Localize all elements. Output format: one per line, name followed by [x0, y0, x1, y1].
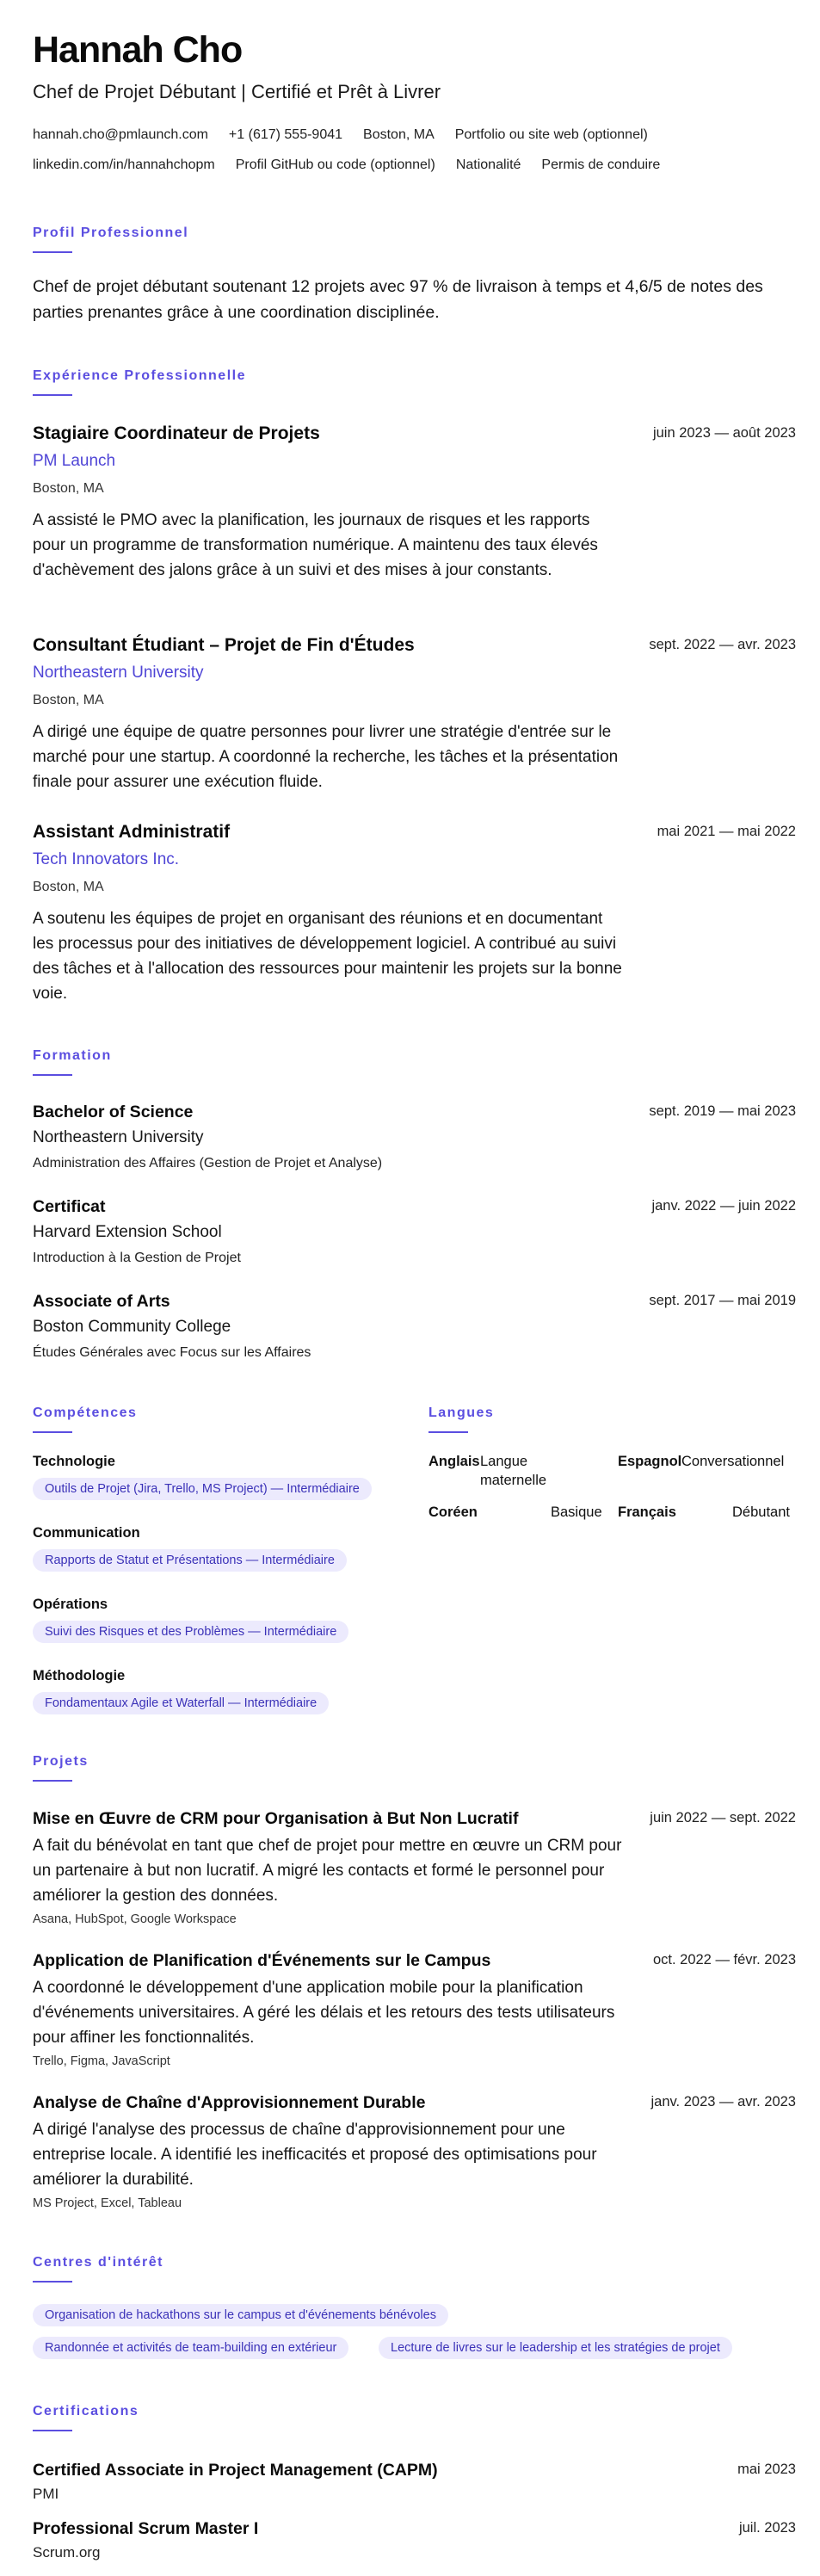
project-description: A dirigé l'analyse des processus de chaîne d'approvisionnement pour une entreprise locale. A identifié les inefficacités et proposé des optimisations pour améliorer la durabilité.: [33, 2121, 597, 2189]
section-title-education: Formation: [33, 1048, 112, 1063]
project-dates: juin 2022 — sept. 2022: [650, 1810, 796, 1825]
experience-role: Stagiaire Coordinateur de Projets: [33, 423, 320, 443]
location-text: Boston, MA: [363, 127, 435, 142]
email-link[interactable]: hannah.cho@pmlaunch.com: [33, 127, 208, 142]
section-rule: [33, 1074, 72, 1076]
section-rule: [33, 394, 72, 396]
project-tools: Asana, HubSpot, Google Workspace: [33, 1912, 237, 1926]
experience-description: A assisté le PMO avec la planification, les journaux de risques et les rapports pour un programme de transformation numérique. A maintenu des taux élevés d'achèvement des jalons grâce à un suivi et des mises à jour constants.: [33, 511, 598, 579]
language-level: Basique: [551, 1504, 602, 1520]
section-rule: [33, 1780, 72, 1782]
education-dates: sept. 2019 — mai 2023: [649, 1103, 796, 1119]
experience-description: A dirigé une équipe de quatre personnes pour livrer une stratégie d'entrée sur le marché pour une startup. A coordonné la recherche, les tâches et la présentation finale pour assurer une exécution fluide.: [33, 723, 619, 791]
project-name: Analyse de Chaîne d'Approvisionnement Durable: [33, 2093, 426, 2112]
language-level: Conversationnel: [681, 1454, 785, 1469]
section-title-skills: Compétences: [33, 1405, 138, 1420]
language-name: Espagnol: [618, 1454, 682, 1469]
skill-category: Méthodologie: [33, 1668, 126, 1683]
experience-company: PM Launch: [33, 452, 116, 470]
certification-date: mai 2023: [737, 2462, 796, 2477]
education-school: Boston Community College: [33, 1318, 231, 1336]
experience-location: Boston, MA: [33, 481, 104, 496]
section-title-interests: Centres d'intérêt: [33, 2255, 163, 2270]
section-rule: [33, 251, 72, 253]
skill-category: Communication: [33, 1525, 140, 1541]
education-dates: janv. 2022 — juin 2022: [651, 1198, 796, 1214]
certification-name: Professional Scrum Master I: [33, 2519, 259, 2538]
portfolio-link[interactable]: Portfolio ou site web (optionnel): [454, 127, 648, 142]
skill-pill: Fondamentaux Agile et Waterfall — Intermédiaire: [33, 1692, 329, 1714]
experience-dates: mai 2021 — mai 2022: [657, 824, 796, 839]
github-link[interactable]: Profil GitHub ou code (optionnel): [235, 158, 435, 172]
language-level-continued: maternelle: [480, 1473, 547, 1488]
certification-issuer: Scrum.org: [33, 2544, 101, 2561]
language-level: Débutant: [732, 1504, 790, 1520]
tagline: Chef de Projet Débutant | Certifié et Prêt à Livrer: [33, 81, 441, 102]
certification-name: Certified Associate in Project Management (CAPM): [33, 2461, 438, 2480]
project-name: Application de Planification d'Événements sur le Campus: [33, 1951, 491, 1970]
skill-pill: Suivi des Risques et des Problèmes — Intermédiaire: [33, 1621, 348, 1643]
education-dates: sept. 2017 — mai 2019: [649, 1293, 796, 1308]
experience-company: Tech Innovators Inc.: [33, 850, 180, 868]
experience-dates: juin 2023 — août 2023: [652, 425, 796, 441]
contact-row-2: [33, 158, 681, 173]
skill-category: Opérations: [33, 1597, 108, 1612]
experience-location: Boston, MA: [33, 880, 104, 894]
education-field: Études Générales avec Focus sur les Affaires: [33, 1345, 311, 1360]
candidate-name: Hannah Cho: [33, 29, 243, 71]
experience-location: Boston, MA: [33, 693, 104, 707]
section-title-projects: Projets: [33, 1754, 89, 1769]
skill-pill: Rapports de Statut et Présentations — Intermédiaire: [33, 1549, 347, 1572]
language-name: Coréen: [428, 1504, 478, 1520]
interest-pill: Organisation de hackathons sur le campus et d'événements bénévoles: [33, 2304, 448, 2326]
project-dates: janv. 2023 — avr. 2023: [650, 2094, 796, 2110]
skill-category: Technologie: [33, 1454, 115, 1469]
project-description: A coordonné le développement d'une application mobile pour la planification d'événements universitaires. A géré les délais et les retours des tests utilisateurs pour affiner les fonctionnalités.: [33, 1979, 615, 2047]
experience-description: A soutenu les équipes de projet en organisant des réunions et en documentant les processus pour des initiatives de développement logiciel. A contribué au suivi des tâches et à l'allocation des ressources pour maintenir les projets sur la bonne voie.: [33, 910, 622, 1003]
education-field: Administration des Affaires (Gestion de Projet et Analyse): [33, 1156, 383, 1171]
section-rule: [33, 1431, 72, 1433]
education-field: Introduction à la Gestion de Projet: [33, 1251, 241, 1265]
license-text: Permis de conduire: [541, 158, 661, 172]
profile-summary: Chef de projet débutant soutenant 12 projets avec 97 % de livraison à temps et 4,6/5 de notes des parties prenantes grâce à une coordination disciplinée.: [33, 277, 763, 322]
project-dates: oct. 2022 — févr. 2023: [652, 1952, 796, 1968]
section-rule: [33, 2430, 72, 2431]
project-tools: Trello, Figma, JavaScript: [33, 2054, 170, 2068]
language-name: Anglais: [428, 1454, 480, 1469]
education-degree: Associate of Arts: [33, 1292, 170, 1311]
section-title-languages: Langues: [428, 1405, 495, 1420]
language-level: Langue: [480, 1454, 528, 1469]
skill-pill: Outils de Projet (Jira, Trello, MS Project) — Intermédiaire: [33, 1478, 372, 1500]
education-school: Harvard Extension School: [33, 1223, 222, 1241]
section-rule: [428, 1431, 468, 1433]
project-description: A fait du bénévolat en tant que chef de projet pour mettre en œuvre un CRM pour un partenaire à but non lucratif. A migré les contacts et formé le personnel pour améliorer la gestion des données.: [33, 1837, 622, 1905]
experience-role: Assistant Administratif: [33, 822, 231, 842]
section-title-certifications: Certifications: [33, 2404, 139, 2418]
experience-role: Consultant Étudiant – Projet de Fin d'Études: [33, 635, 415, 655]
education-school: Northeastern University: [33, 1128, 204, 1146]
interest-pill: Lecture de livres sur le leadership et les stratégies de projet: [379, 2337, 732, 2359]
section-title-experience: Expérience Professionnelle: [33, 368, 246, 383]
language-name: Français: [618, 1504, 676, 1520]
phone-text: +1 (617) 555-9041: [228, 127, 343, 142]
contact-row-1: [33, 127, 669, 143]
project-tools: MS Project, Excel, Tableau: [33, 2196, 182, 2210]
experience-dates: sept. 2022 — avr. 2023: [649, 637, 796, 652]
experience-company: Northeastern University: [33, 664, 204, 682]
nationality-text: Nationalité: [455, 158, 521, 172]
certification-issuer: PMI: [33, 2486, 59, 2502]
section-rule: [33, 2281, 72, 2283]
certification-date: juil. 2023: [738, 2520, 796, 2536]
section-title-profile: Profil Professionnel: [33, 225, 189, 240]
interest-pill: Randonnée et activités de team-building en extérieur: [33, 2337, 348, 2359]
project-name: Mise en Œuvre de CRM pour Organisation à But Non Lucratif: [33, 1809, 519, 1828]
education-degree: Bachelor of Science: [33, 1103, 194, 1121]
education-degree: Certificat: [33, 1197, 106, 1216]
linkedin-link[interactable]: linkedin.com/in/hannahchopm: [33, 158, 215, 172]
